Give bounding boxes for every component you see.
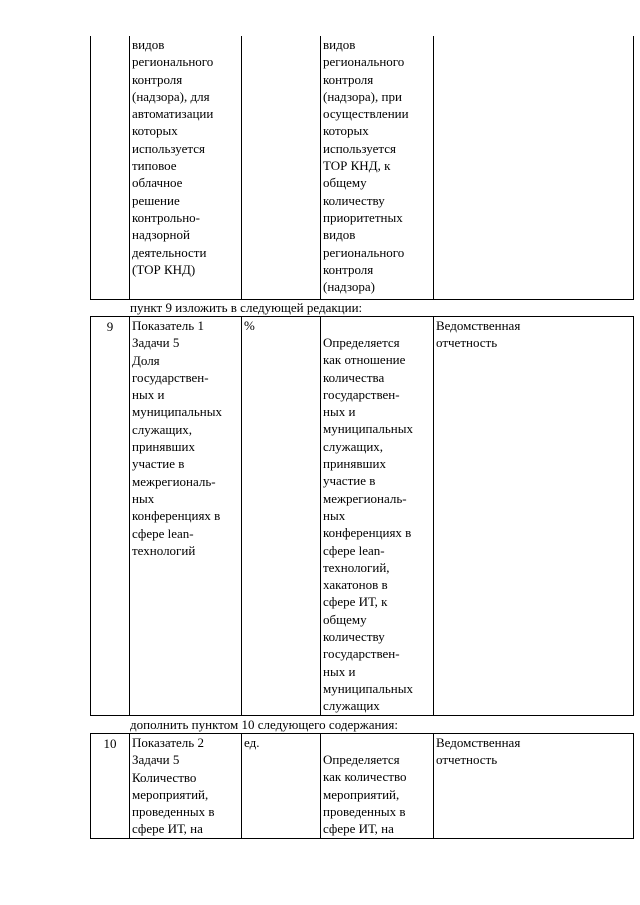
cell-unit: [242, 36, 321, 299]
table-row: [91, 36, 634, 299]
cell-source: Ведомственная отчетность: [434, 734, 634, 839]
table-row-10: [90, 733, 634, 839]
cell-source: [434, 36, 634, 299]
cell-unit: %: [242, 317, 321, 716]
amendment-note-9: пункт 9 изложить в следующей редакции:: [130, 300, 363, 315]
cell-number: [91, 36, 130, 299]
cell-unit: ед.: [242, 734, 321, 839]
cell-method: Определяется как количество мероприятий, проведенных в сфере ИТ, на: [321, 734, 434, 839]
cell-indicator: Показатель 2 Задачи 5 Количество мероприятий, проведенных в сфере ИТ, на: [130, 734, 242, 839]
cell-indicator: видов регионального контроля (надзора), для автоматизации которых используется типовое облачное решение контрольно- надзорной деятельности (ТОР КНД): [130, 36, 242, 299]
cell-method: видов регионального контроля (надзора), при осуществлении которых используется ТОР КНД, к общему количеству приоритетных видов регионального контроля (надзора): [321, 36, 434, 299]
cell-indicator: Показатель 1 Задачи 5 Доля государствен- ных и муниципальных служащих, принявших участие в межрегиональ- ных конференциях в сфере lean- технологий: [130, 317, 242, 716]
table-row-9: [90, 316, 634, 716]
cell-method: Определяется как отношение количества государствен- ных и муниципальных служащих, принявших участие в межрегиональ- ных конференциях в сфере lean- технологий, хакатонов в сфере ИТ, к общему количеству государствен- ных и муниципальных служащих: [321, 317, 434, 716]
cell-number: 10: [91, 734, 130, 839]
table-continued-row: [90, 36, 634, 300]
amendment-note-10: дополнить пунктом 10 следующего содержания:: [130, 717, 398, 732]
table-row: [91, 734, 634, 839]
cell-source: Ведомственная отчетность: [434, 317, 634, 716]
table-row: [91, 317, 634, 716]
cell-number: 9: [91, 317, 130, 716]
